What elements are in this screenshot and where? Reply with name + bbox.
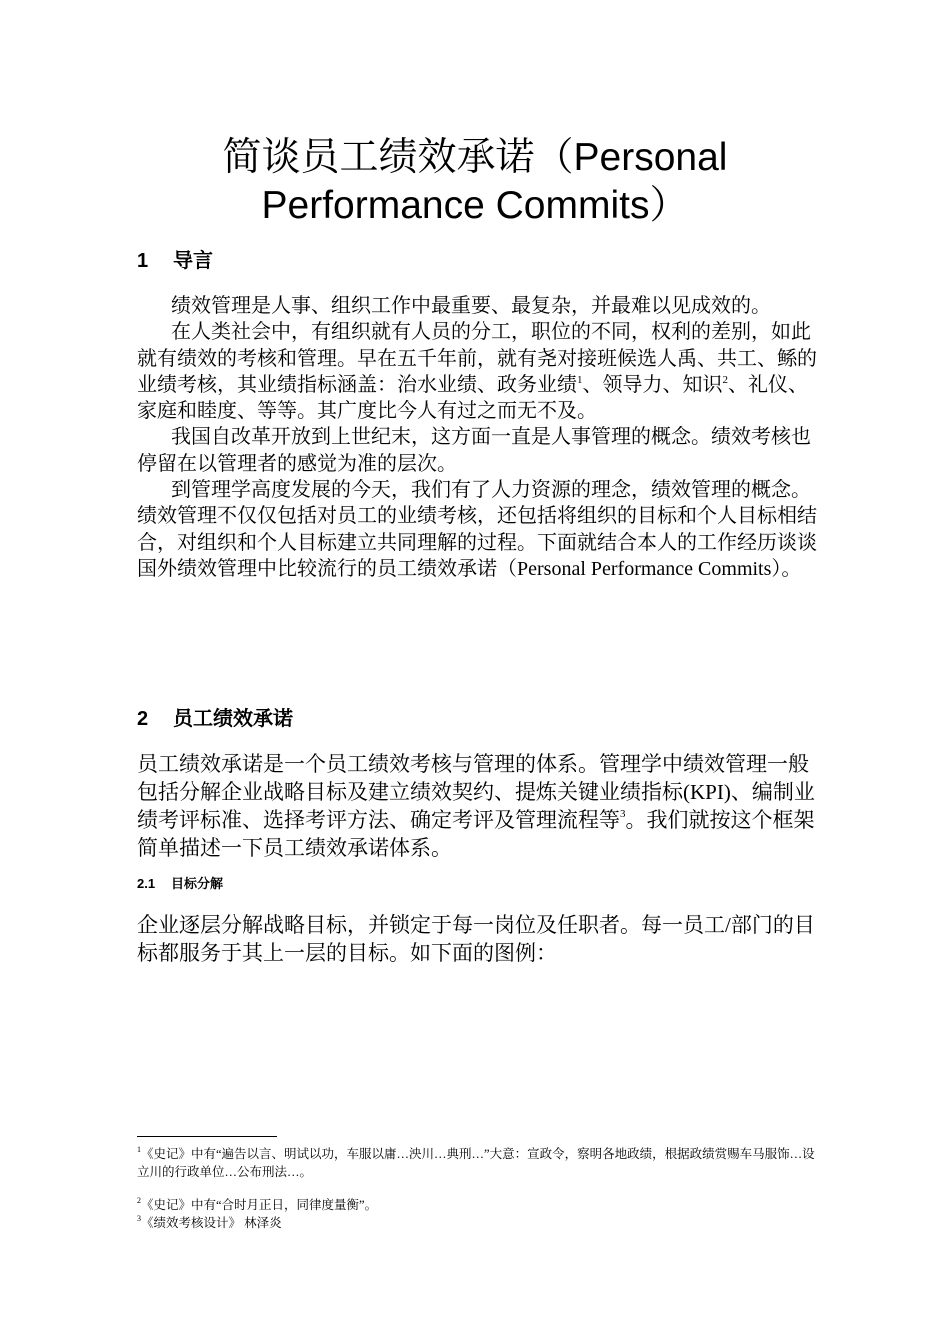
paragraph — [137, 319, 817, 424]
footnote-ref-3[interactable]: 3 — [620, 808, 626, 820]
paragraph: 我国自改革开放到上世纪末，这方面一直是人事管理的概念。绩效考核也停留在以管理者的感觉为准的层次。 — [137, 426, 811, 475]
paragraph-text: 、礼仪、家庭和睦度、等等。其广度比今人有过之而无不及。 — [137, 373, 808, 423]
footnote-1-text: 《史记》中有“遍告以言、明试以功，车服以庸…泱川…典刑…”大意：宣政令，察明各地政绩，根据政绩赏赐车马服饰…设立川的行政单位…公布刑法…。 — [137, 1147, 815, 1179]
footnote-3-text: 《绩效考核设计》 林泽炎 — [141, 1216, 282, 1230]
subsection-2-1-heading — [137, 875, 223, 893]
paragraph-text: 、领导力、知识 — [582, 373, 723, 396]
paragraph-text: 在人类社会中，有组织就有人员的分工，职位的不同，权利的差别，如此就有绩效的考核和管理。早在五千年前，就有尧对接班候选人禹、共工、鲧的业绩考核，其业绩指标涵盖：治水业绩、政务业绩 — [137, 321, 817, 396]
document-title — [100, 134, 850, 230]
section-2-title: 员工绩效承诺 — [173, 708, 293, 730]
section-2-number: 2 — [137, 708, 149, 730]
paragraph: 到管理学高度发展的今天，我们有了人力资源的理念，绩效管理的概念。绩效管理不仅仅包括对员工的业绩考核，还包括将组织的目标和个人目标相结合，对组织和个人目标建立共同理解的过程。下面就结合本人的工作经历谈谈国外绩效管理中比较流行的员工绩效承诺（Personal Performance Commits）。 — [137, 479, 817, 580]
footnote-3-mark: 3 — [137, 1214, 141, 1223]
paragraph — [137, 750, 817, 862]
section-2-heading — [137, 706, 293, 732]
paragraph: 绩效管理是人事、组织工作中最重要、最复杂，并最难以见成效的。 — [171, 295, 771, 317]
section-1-number: 1 — [137, 250, 149, 272]
section-2-intro — [137, 750, 817, 862]
section-1-heading — [137, 248, 213, 274]
subsection-2-1-body — [137, 911, 817, 967]
footnote-2-mark: 2 — [137, 1196, 141, 1205]
section-1-body — [137, 293, 817, 582]
footnote-1 — [137, 1145, 817, 1181]
paragraph: 企业逐层分解战略目标，并锁定于每一岗位及任职者。每一员工/部门的目标都服务于其上一层的目标。如下面的图例： — [137, 913, 815, 965]
subsection-2-1-title: 目标分解 — [171, 876, 224, 891]
footnote-separator — [137, 1136, 277, 1137]
subsection-2-1-number: 2.1 — [137, 876, 156, 891]
title-line-1: 简谈员工绩效承诺（Personal — [222, 136, 728, 179]
footnote-2-text: 《史记》中有“合时月正日，同律度量衡”。 — [141, 1198, 378, 1212]
footnote-ref-1[interactable]: 1 — [577, 373, 583, 386]
section-1-title: 导言 — [173, 250, 213, 272]
footnote-2 — [137, 1196, 817, 1214]
paragraph-text: 员工绩效承诺是一个员工绩效考核与管理的体系。管理学中绩效管理一般包括分解企业战略目标及建立绩效契约、提炼关键业绩指标(KPI)、编制业绩考评标准、选择考评方法、确定考评及管理流程等 — [137, 752, 815, 832]
footnote-ref-2[interactable]: 2 — [722, 373, 728, 386]
paragraph-text: 。我们就按这个框架简单描述一下员工绩效承诺体系。 — [137, 808, 815, 860]
footnote-1-mark: 1 — [137, 1145, 141, 1154]
title-line-2: Performance Commits） — [261, 184, 689, 227]
footnote-3 — [137, 1214, 817, 1232]
